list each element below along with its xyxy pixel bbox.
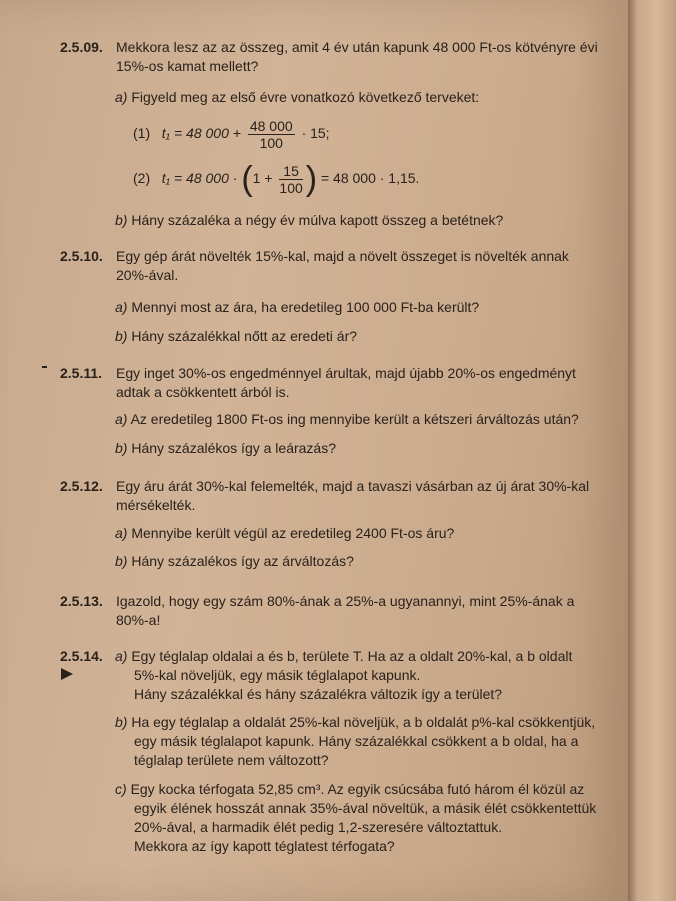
subquestion-b: b) Hány százalékos így a leárazás? [115, 440, 337, 456]
problem-number: 2.5.11. [60, 365, 103, 381]
problem-number: 2.5.14. [60, 648, 103, 664]
problem-number: 2.5.12. [60, 478, 103, 494]
subquestion-b: b) Ha egy téglalap a oldalát 25%-kal növeljük, a b oldalát p%-kal csökkentjük, egy másik téglalapot kapunk. Hány százalékkal csökkent a b oldal, ha a téglalap területe nem változott? [115, 714, 596, 768]
subquestion-a: a) Figyeld meg az első évre vonatkozó következő terveket: [115, 89, 480, 105]
subquestion-c: c) Egy kocka térfogata 52,85 cm³. Az egyik csúcsába futó három él közül az egyik élének hosszát annak 35%-ával növeltük, a másik élét csökkentettük 20%-ával, a harmadik élét pedig 1,2-szeresére változtattuk. Mekkora az így kapott téglatest térfogata? [115, 781, 597, 854]
problem-statement: Egy inget 30%-os engedménnyel árultak, majd újabb 20%-os engedményt adtak a csökkentett árból is. [116, 365, 576, 400]
formula-2: (2) t₁ = 48 000 · (1 + $\frac{15}{100}$ ) = 48 000 · 1,15. [133, 160, 420, 198]
page-fold-margin [628, 0, 676, 901]
subquestion-b: b) Hány százalékos így az árváltozás? [115, 553, 354, 569]
margin-mark [42, 366, 47, 368]
subquestion-b: b) Hány százaléka a négy év múlva kapott összeg a betétnek? [115, 212, 504, 228]
play-arrow-icon [61, 668, 73, 680]
subquestion-a: a) Mennyibe került végül az eredetileg 2400 Ft-os áru? [115, 525, 455, 541]
problem-statement: Mekkora lesz az az összeg, amit 4 év után kapunk 48 000 Ft-os kötvényre évi 15%-os kamat mellett? [116, 39, 598, 74]
problem-number: 2.5.13. [60, 593, 103, 609]
subquestion-a: a) Az eredetileg 1800 Ft-os ing mennyibe került a kétszeri árváltozás után? [115, 411, 579, 427]
problem-statement: Egy gép árát növelték 15%-kal, majd a növelt összeget is növelték annak 20%-ával. [116, 248, 569, 283]
fraction: $\frac{15}{100}$ [279, 163, 303, 196]
fraction: $\frac{48 000}{100}$ [249, 118, 293, 151]
subquestion-b: b) Hány százalékkal nőtt az eredeti ár? [115, 328, 358, 344]
problem-statement: Egy áru árát 30%-kal felemelték, majd a tavaszi vásárban az új árat 30%-kal mérsékelték. [116, 478, 590, 513]
problem-number: 2.5.10. [60, 248, 103, 264]
problem-number: 2.5.09. [60, 39, 103, 55]
problem-statement: Igazold, hogy egy szám 80%-ának a 25%-a ugyanannyi, mint 25%-ának a 80%-a! [116, 593, 575, 628]
formula-1: (1) t₁ = 48 000 + $\frac{48 000}{100}$ · 15; [133, 118, 330, 151]
subquestion-a: a) Mennyi most az ára, ha eredetileg 100 000 Ft-ba került? [115, 299, 480, 315]
subquestion-a: a) Egy téglalap oldalai a és b, területe T. Ha az a oldalt 20%-kal, a b oldalt 5%-kal növeljük, egy másik téglalapot kapunk. Hány százalékkal és hány százalékra változik így a terület? [115, 648, 573, 702]
